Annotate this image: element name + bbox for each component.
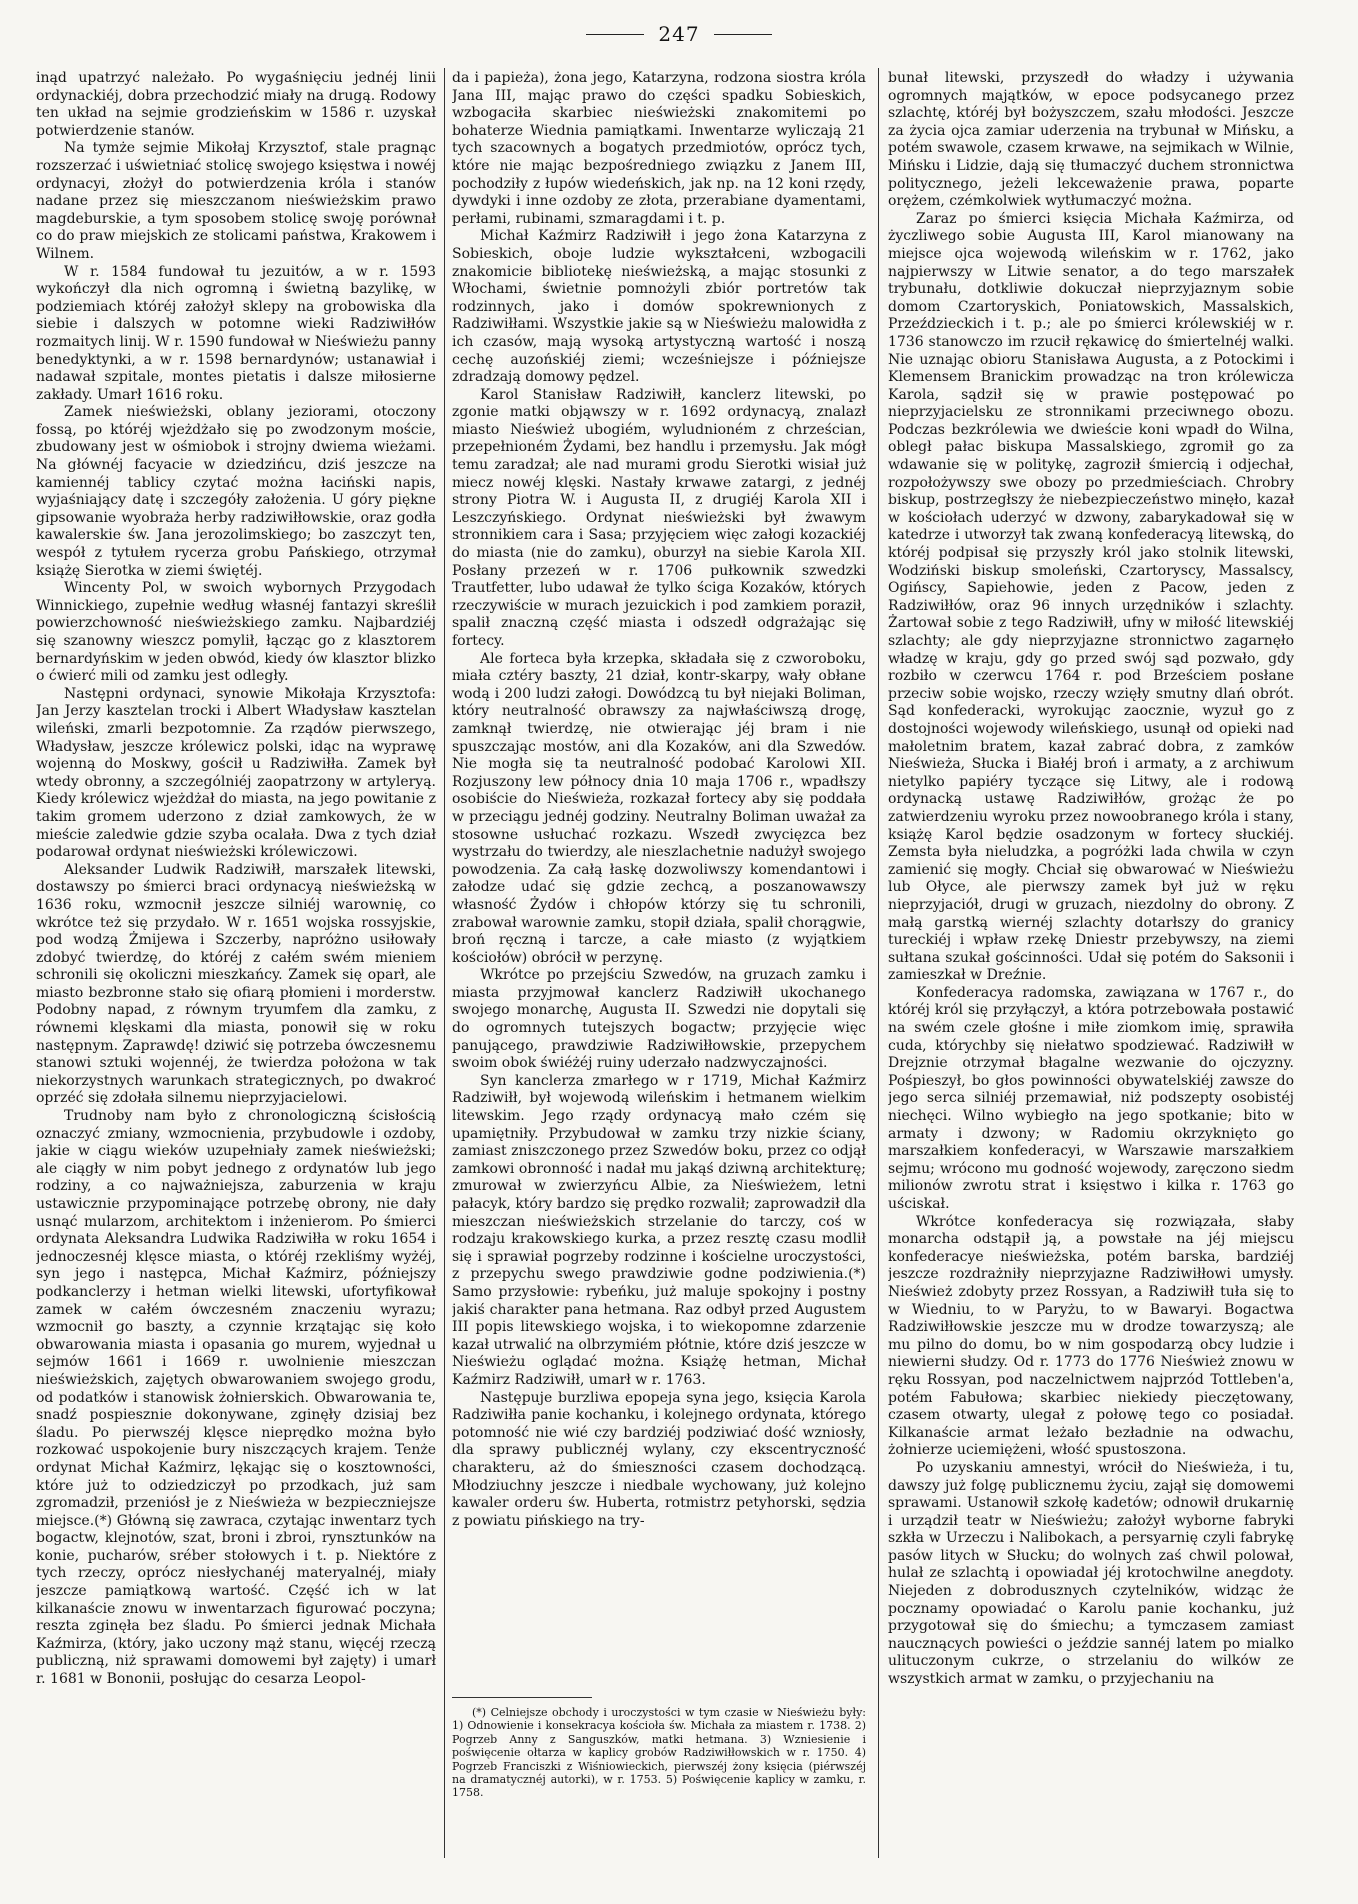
paragraph: Wincenty Pol, w swoich wybornych Przygodach Winnickiego, zupełnie według własnéj fantazyi skreślił powierzchowność nieświeżskiego zamku. Najbardziéj się szanowny wieszcz pomylił, łącząc go z klasztorem bernardyńskim w jeden obwód, kiedy ów klasztor blizko o ćwierć mili od zamku jest odległy. <box>36 580 436 685</box>
paragraph: Po uzyskaniu amnestyi, wrócił do Nieświeża, i tu, dawszy już folgę publicznemu życiu, zajął się domowemi sprawami. Ustanowił szkołę kadetów; odnowił drukarnię i urządził teatr w Nieświeżu; założył wyborne fabryki szkła w Urzeczu i Nalibokach, a persyarnię czyli fabrykę pasów litych w Słucku; do wolnych zaś chwil polował, hulał ze szlachtą i opowiadał jéj krotochwilne anegdoty. Niejeden z dobrodusznych czytelników, widząc że pocznamy opowiadać o Karolu panie kochanku, już przygotował się do śmiechu; a tymczasem zamiast naucznących powieści o jeździe sannéj latem po mialko ulituczonym cukrze, o strzelaniu do wilków ze wszystkich armat w zamku, o przyjechaniu na <box>888 1459 1294 1688</box>
paragraph: Aleksander Ludwik Radziwiłł, marszałek litewski, dostawszy po śmierci braci ordynacyą nieświeżską w 1636 roku, wzmocnił jeszcze silniéj warownię, co wkrótce też się przydało. W r. 1651 wojska rossyjskie, pod wodzą Żmijewa i Szczerby, napróżno usiłowały zdobyć twierdzę, do któréj z całém swém mieniem schronili się okoliczni mieszkańcy. Zamek się oparł, ale miasto bezbronne stało się ofiarą płomieni i morderstw. Podobny napad, z równym tryumfem dla zamku, z równemi klęskami dla miasta, ponowił się w roku następnym. Zaprawdę! dziwić się potrzeba ówczesnemu stanowi sztuki wojennéj, że twierdza położona w tak niekorzystnych warunkach strategicznych, po dwakroć oprzéć się zdołała silnemu nieprzyjacielowi. <box>36 861 436 1107</box>
paragraph: Ale forteca była krzepka, składała się z czworoboku, miała cztéry baszty, 21 dział, kontr-skarpy, wały obłane wodą i 200 ludzi załogi. Dowódzcą tu był niejaki Boliman, który neutralność obrawszy za najwłaściwszą drogę, zamknął twierdzę, nie otwierając jéj bram i nie spuszczając mostów, ani dla Kozaków, ani dla Szwedów. Nie mogła się ta neutralność podobać Karolowi XII. Rozjuszony lew północy dnia 10 maja 1706 r., wpadłszy osobiście do Nieświeża, rozkazał fortecy aby się poddała w przeciągu jednéj godziny. Neutralny Boliman uważał za stosowne usłuchać rozkazu. Wszedł zwycięzca bez wystrzału do twierdzy, ale nieszlachetnie nadużył swojego powodzenia. Za całą łaskę dozwoliwszy komendantowi i załodze udać się gdzie zechcą, a poszanowawszy własność Żydów i chłopów którzy się tu schronili, zrabował warownie zamku, stopił działa, spalił chorągwie, broń ręczną i tarcze, a całe miasto (z wyjątkiem kościołów) obrócił w perzynę. <box>452 650 866 966</box>
paragraph: inąd upatrzyć należało. Po wygaśnięciu jednéj linii ordynackiéj, dobra przechodzić miały na drugą. Rodowy ten układ na sejmie grodzieńskim w 1586 r. uzyskał potwierdzenie stanów. <box>36 70 436 139</box>
paragraph: bunał litewski, przyszedł do władzy i używania ogromnych majątków, w epoce podsycanego przez szlachtę, któréj był bożyszczem, szału młodości. Jeszcze za życia ojca zamiar uderzenia na trybunał w Mińsku, a potém swawole, czasem krwawe, na sejmikach w Wilnie, Mińsku i Lidzie, dają się tłumaczyć duchem stronnictwa politycznego, jeżeli lekceważenie prawa, poparte orężem, czémkolwiek wytłumaczyć można. <box>888 70 1294 210</box>
paragraph: Michał Kaźmirz Radziwiłł i jego żona Katarzyna z Sobieskich, oboje ludzie wykształceni, wzbogacili znakomicie bibliotekę nieświeżską, a mając stosunki z Włochami, świetnie pomnożyli zbiór portretów tak rodzinnych, jako i domów spokrewnionych z Radziwiłłami. Wszystkie jakie są w Nieświeżu malowidła z ich czasów, mają wysoką artystyczną wartość i noszą cechę auzońskiéj ziemi; wcześniejsze i późniejsze zdradzają domowy pędzel. <box>452 228 866 386</box>
paragraph: Konfederacya radomska, zawiązana w 1767 r., do któréj król się przyłączył, a która potrzebowała postawić na swém czele głośne i miłe ziomkom imię, sprawiła cuda, którychby się niełatwo spodziewać. Radziwiłł w Drejznie otrzymał błagalne wezwanie do ojczyzny. Pośpieszył, bo głos powinności obywatelskiéj zawsze do jego serca silniéj przemawiał, niż podszepty osobistéj niechęci. Wilno wybiegło na jego spotkanie; bito w armaty i dzwony; w Radomiu okrzyknięto go marszałkiem konfederacyi, w Warszawie marszałkiem sejmu; wrócono mu godność wojewody, zaręczono siedm milionów zwrotu strat i księstwo i kilka r. 1763 go uściskał. <box>888 984 1294 1212</box>
paragraph: Zamek nieświeżski, oblany jeziorami, otoczony fossą, po któréj wjeżdżało się po zwodzonym moście, zbudowany jest w ośmiobok i strojny dwiema wieżami. Na głównéj facyacie w dziedzińcu, dziś jeszcze na kamiennéj tablicy czytać można łaciński napis, wyjaśniający datę i szczegóły założenia. U góry piękne gipsowanie wyobraża herby radziwiłłowskie, oraz godła kawalerskie św. Jana jerozolimskiego; bo zaszczyt ten, wespół z tytułem rycerza grobu Pańskiego, otrzymał książę Sierotka w ziemi świętéj. <box>36 404 436 579</box>
paragraph: Karol Stanisław Radziwiłł, kanclerz litewski, po zgonie matki objąwszy w r. 1692 ordynacyą, znalazł miasto Nieśwież ubogiém, wyludnioném z chrześcian, przepełnioném Żydami, bez handlu i przemysłu. Jak mógł temu zaradzał; ale nad murami grodu Sierotki wisiał już miecz nowéj klęski. Nastały krwawe zatargi, z jednéj strony Piotra W. i Augusta II, z drugiéj Karola XII i Leszczyńskiego. Ordynat nieświeżski był żwawym stronnikiem cara i Sasa; przyjęciem więc załogi kozackiéj do miasta (nie do zamku), oburzył na siebie Karola XII. Posłany przezeń w r. 1706 pułkownik szwedzki Trautfetter, lubo udawał że tylko ściga Kozaków, których rzeczywiście w murach jezuickich i pod zamkiem poraził, spalił znaczną część miasta i odszedł odgrażając się fortecy. <box>452 386 866 649</box>
text-column-2 <box>452 70 866 1682</box>
paragraph: Wkrótce po przejściu Szwedów, na gruzach zamku i miasta przyjmował kanclerz Radziwiłł ukochanego swojego monarchę, Augusta II. Szwedzi nie dopytali się do ogromnych tutejszych bogactw; przyjęcie więc panującego, prawdziwie Radziwiłłowskie, przepychem swoim obok świéżéj ruiny uderzało nadzwyczajności. <box>452 967 866 1072</box>
paragraph: Wkrótce konfederacya się rozwiązała, słaby monarcha odstąpił ją, a powstałe na jéj miejscu konfederacye nieświeżska, potém barska, bardziéj jeszcze rozdrażniły nieprzyjazne Radziwiłłowi umysły. Nieśwież zdobyty przez Rossyan, a Radziwiłł tuła się to w Wiedniu, to w Paryżu, to w Bawaryi. Bogactwa Radziwiłłowskie jeszcze mu w drodze towarzyszą; ale mu pilno do domu, bo w nim gospodarzą obcy ludzie i niewierni słudzy. Od r. 1773 do 1776 Nieśwież znowu w ręku Rossyan, pod naczelnictwem najprzód Tottleben'a, potém Fabułowa; skarbiec niekiedy pieczętowany, czasem otwarty, ulegał z połowę tego co posiadał. Kilkanaście armat leżało bezładnie na odwachu, żołnierze uciemiężeni, włość spustoszona. <box>888 1213 1294 1459</box>
footnote-rule <box>452 1697 592 1698</box>
header-rule-right <box>714 34 772 35</box>
header-rule-left <box>586 34 644 35</box>
page-number: 247 <box>658 22 700 46</box>
column-divider <box>444 68 445 1858</box>
text-column-1 <box>36 70 436 1870</box>
footnote: (*) Celniejsze obchody i uroczystości w tym czasie w Nieświeżu były: 1) Odnowienie i konsekracya kościoła św. Michała za miastem r. 1738. 2) Pogrzeb Anny z Sanguszków, matki hetmana. 3) Wzniesienie i poświęcenie ołtarza w kaplicy grobów Radziwiłłowskich w r. 1750. 4) Pogrzeb Franciszki z Wiśniowieckich, pierwszéj żony księcia (piérwszéj na dramatycznéj autorki), w r. 1753. 5) Poświęcenie kaplicy w zamku, r. 1758. <box>452 1706 866 1800</box>
paragraph: Na tymże sejmie Mikołaj Krzysztof, stale pragnąc rozszerzać i uświetniać stolicę swojego księstwa i nowéj ordynacyi, złożył do potwierdzenia króla i stanów nadane przez się mieszczanom nieświeżskim prawo magdeburskie, a tym sposobem stolicę swoję porównał co do praw miejskich ze stolicami państwa, Krakowem i Wilnem. <box>36 140 436 262</box>
page-header <box>0 22 1358 46</box>
paragraph: Następni ordynaci, synowie Mikołaja Krzysztofa: Jan Jerzy kasztelan trocki i Albert Władysław kasztelan wileński, zmarli bezpotomnie. Za rządów pierwszego, Władysław, jeszcze królewicz polski, idąc na wyprawę wojenną do Moskwy, gościł u Radziwiłła. Zamek był wtedy obronny, a szczególniéj zaopatrzony w artyleryą. Kiedy królewicz wjeżdżał do miasta, na jego powitanie z takim gromem uderzono z dział zamkowych, że w mieście zaledwie gdzie szyba ocalała. Dwa z tych dział podarował ordynat nieświeżski królewiczowi. <box>36 685 436 861</box>
paragraph: Zaraz po śmierci księcia Michała Kaźmirza, od życzliwego sobie Augusta III, Karol mianowany na miejsce ojca wojewodą wileńskim w r. 1762, jako najpierwszy w Litwie senator, a do tego marszałek trybunału, dotkliwie dokuczał nieprzyjaznym sobie domom Czartoryskich, Poniatowskich, Massalskich, Przeździeckich i t. p.; ale po śmierci królewskiéj w r. 1736 stanowczo im rzucił rękawicę do śmiertelnéj walki. Nie uznając obioru Stanisława Augusta, a z Potockimi i Klemensem Branickim prowadząc na tron królewicza Karola, sądził się w prawie postępować po nieprzyjacielsku ze stronnikami przeciwnego obozu. Podczas bezkrólewia we dwieście koni wpadł do Wilna, obległ pałac biskupa Massalskiego, zgromił go za wdawanie się w politykę, zagroził śmiercią i odjechał, rozpołożywszy swe obozy po przedmieściach. Chrobry biskup, postrzegłszy że niebezpieczeństwo minęło, kazał w kościołach uderzyć w dzwony, zabarykadował się w katedrze i utworzył tak zwaną konfederacyą litewską, do któréj podpisał się przyszły król jako stolnik litewski, Wodziński biskup smoleński, Czartoryscy, Massalscy, Ogińscy, Sapiehowie, jeden z Pacow, jeden z Radziwiłłów, oraz 96 innych urzędników i szlachty. Żartował sobie z tego Radziwiłł, ufny w miłość litewskiéj szlachty; ale gdy nieprzyjazne stronnictwo zagarnęło władzę w kraju, gdy go przed swój sąd pozwało, gdy rozbiło w czerwcu 1764 r. pod Brześciem posłane przeciw sobie wojsko, rzeczy wzięły smutny dlań obrót. Sąd konfederacki, wyrokując zaocznie, wyzuł go z dostojności wojewody wileńskiego, usunął od opieki nad małoletnim bratem, kazał zabrać dobra, z zamków Nieświeża, Słucka i Białéj broń i armaty, a z archiwum nietylko papiéry tyczące się Litwy, ale i rodową ordynacką ustawę Radziwiłłów, grożąc że po zatwierdzeniu wyroku przez nowoobranego króla i stany, książę Karol będzie osadzonym w fortecy słuckiéj. Zemsta była nieludzka, a pogróżki lada chwila w czyn zamienić się mogły. Chciał się obwarować w Nieświeżu lub Ołyce, ale pierwszy zamek był już w ręku nieprzyjaciół, drugi w gruzach, niezdolny do obrony. Z małą garstką wiernéj szlachty dotarłszy do granicy tureckiéj i wpław rzekę Dniestr przebywszy, na ziemi sułtana szukał gościnności. Udał się potém do Saksonii i zamieszkał w Dreźnie. <box>888 210 1294 984</box>
footnote-area <box>452 1697 866 1800</box>
text-column-3 <box>888 70 1294 1870</box>
paragraph: Trudnoby nam było z chronologiczną ścisłością oznaczyć zmiany, wzmocnienia, przybudowle i ozdoby, jakie w ciągu wieków uzupełniały zamek nieświeżski; ale ciągły w nim pobyt jednego z ordynatów lub jego rodziny, a co najważniejsza, zaburzenia w kraju ustawicznie przypominające potrzebę obrony, nie dały usnąć mularzom, architektom i inżenierom. Po śmierci ordynata Aleksandra Ludwika Radziwiłła w roku 1654 i jednoczesnéj klęsce miasta, o któréj rzekliśmy wyżéj, syn jego i następca, Michał Kaźmirz, późniejszy podkanclerzy i hetman wielki litewski, ufortyfikował zamek w całém ówczesném znaczeniu wyrazu; wzmocnił go baszty, a czynnie krzątając się koło obwarowania miasta i opasania go murem, wyjednał u sejmów 1661 i 1669 r. uwolnienie mieszczan nieświeżskich, zajętych obwarowaniem swojego grodu, od podatków i stanowisk żołnierskich. Obwarowania te, snadź pospiesznie dokonywane, zginęły dzisiaj bez śladu. Po pierwszéj klęsce nieprędko można było rozkować uspokojenie bury niszczących krajem. Tenże ordynat Michał Kaźmirz, lękając się o kosztowności, które już to odziedziczył po przodkach, już sam zgromadził, przeniósł je z Nieświeża w bezpieczniejsze miejsce.(*) Główną się zawraca, czytając inwentarz tych bogactw, klejnotów, szat, broni i zbroi, rynsztunków na konie, pucharów, sréber stołowych i t. p. Niektóre z tych rzeczy, oprócz niesłychanéj materyalnéj, miały jeszcze pamiątkową wartość. Część ich w lat kilkanaście znowu w inwentarzach figurować poczyna; reszta zginęła bez śladu. Po śmierci jednak Michała Kaźmirza, (który, jako uczony mąż stanu, więcéj rzeczą publiczną, niż sprawami domowemi był zajęty) i umarł r. 1681 w Bononii, posłując do cesarza Leopol- <box>36 1108 436 1688</box>
paragraph: Następuje burzliwa epopeja syna jego, księcia Karola Radziwiłła panie kochanku, i kolejnego ordynata, którego potomność nie wié czy bardziéj podziwiać dość wzniosły, dla sprawy publicznéj wylany, czy ekscentryczność charakteru, aż do śmieszności czasem dochodzącą. Młodziuchny jeszcze i niedbale wychowany, już kolejno kawaler orderu św. Huberta, rotmistrz petyhorski, sędzia z powiatu pińskiego na try- <box>452 1389 866 1529</box>
paragraph: W r. 1584 fundował tu jezuitów, a w r. 1593 wykończył dla nich ogromną i świetną bazylikę, w podziemiach któréj założył sklepy na grobowiska dla siebie i dalszych w potomne wieki Radziwiłłów rozmaitych linij. W r. 1590 fundował w Nieświeżu panny benedyktynki, a w r. 1598 bernardynów; ustanawiał i nadawał szpitale, montes pietatis i dalsze miłosierne zakłady. Umarł 1616 roku. <box>36 263 436 403</box>
paragraph: Syn kanclerza zmarłego w r 1719, Michał Kaźmirz Radziwiłł, był wojewodą wileńskim i hetmanem wielkim litewskim. Jego rządy ordynacyą mało czém się upamiętniły. Przybudował w zamku trzy nizkie ściany, zamiast zniszczonego przez Szwedów boku, przez co odjął zamkowi obronność i nadał mu jakąś dziwną architekturę; zmurował w zwierzyńcu Albie, za Nieświeżem, letni pałacyk, który bardzo się prędko rozwalił; zaprowadził dla mieszczan nieświeżskich strzelanie do tarczy, coś w rodzaju krakowskiego kurka, a przez resztę czasu modlił się i sprawiał pogrzeby rodzinne i kościelne uroczystości, z przepychu swego prawdziwie godne podziwienia.(*) Samo przysłowie: rybeńku, już maluje spokojny i postny jakiś charakter pana hetmana. Raz odbył przed Augustem III popis litewskiego wojska, i to wiekopomne zdarzenie kazał utrwalić na olbrzymiém płótnie, które dziś jeszcze w Nieświeżu oglądać można. Książę hetman, Michał Kaźmirz Radziwiłł, umarł w r. 1763. <box>452 1072 866 1388</box>
paragraph: da i papieża), żona jego, Katarzyna, rodzona siostra króla Jana III, mając prawo do części spadku Sobieskich, wzbogaciła skarbiec nieświeżski znakomitemi po bohaterze Wiednia pamiątkami. Inwentarze wyliczają 21 tych szacownych a bogatych przedmiotów, oprócz tych, które nie mając bezpośredniego związku z Janem III, pochodziły z łupów wiedeńskich, jak np. na 12 koni rzędy, dywdyki i inne ozdoby ze złota, przerabiane dyamentami, perłami, rubinami, szmaragdami i t. p. <box>452 70 866 227</box>
column-divider <box>878 68 879 1858</box>
